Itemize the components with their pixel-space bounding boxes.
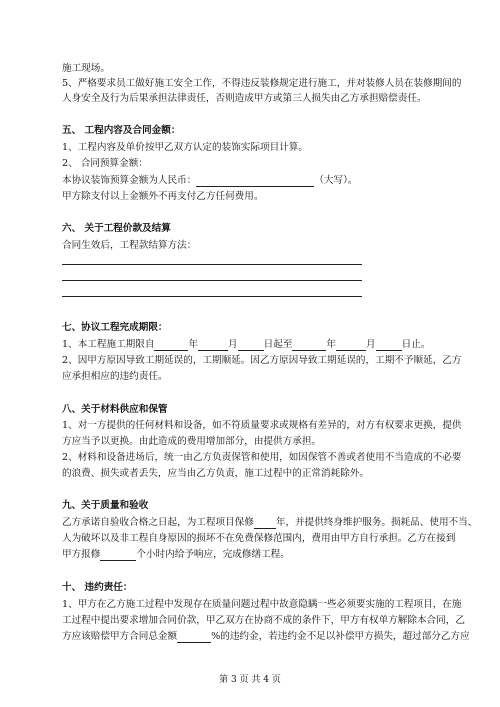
text-segment: 月 bbox=[366, 339, 376, 350]
warranty-line bbox=[62, 517, 477, 529]
text-line: 2、 合同预算金额： bbox=[62, 158, 148, 169]
blank-underline bbox=[254, 518, 276, 529]
text-line: 甲方除支付以上金额外不再支付乙方任何费用。 bbox=[62, 191, 264, 202]
text-segment: 年，并提供终身维护服务。损耗品、使用不当、 bbox=[275, 517, 478, 528]
blank-underline bbox=[196, 176, 314, 187]
section-heading-5: 五、 工程内容及合同金额： bbox=[62, 125, 181, 136]
text-line: 施工现场。 bbox=[62, 63, 110, 74]
text-line: 合同生效后，工程款结算方法： bbox=[62, 240, 197, 251]
text-segment: 日起至 bbox=[263, 339, 293, 350]
text-line: 人为破坏以及非工程自身原因的损坏不在免费保修范围内，费用由甲方自行承担。乙方在接到 bbox=[62, 533, 456, 544]
blank-underline bbox=[100, 550, 136, 561]
text-line: 2、因甲方原因导致工期延误的，工期顺延。因乙方原因导致工期延误的，工期不予顺延，乙方 bbox=[62, 355, 462, 366]
section-heading-8: 八、关于材料供应和保管 bbox=[62, 404, 168, 415]
blank-underline bbox=[238, 340, 264, 351]
section-heading-9: 九、关于质量和验收 bbox=[62, 500, 149, 511]
text-line: 1、甲方在乙方施工过程中发现存在质量问题过程中故意隐瞒一些必须要实施的工程项目，在施 bbox=[62, 599, 462, 610]
text-segment: %的违约金，若违约金不足以补偿甲方损失，超过部分乙方应 bbox=[211, 631, 470, 642]
blank-underline bbox=[376, 340, 402, 351]
text-segment: 个小时内给予响应，完成修缮工程。 bbox=[136, 549, 290, 560]
period-line bbox=[62, 339, 430, 351]
text-line: 5、严格要求员工做好施工安全工作，不得违反装修规定进行施工，并对装修人员在装修期间的 bbox=[62, 78, 462, 89]
section-heading-10: 十、 违约责任： bbox=[62, 582, 133, 593]
text-segment: 年 bbox=[188, 339, 199, 350]
text-segment: 日止。 bbox=[401, 339, 431, 350]
penalty-line bbox=[62, 631, 470, 643]
text-line: 1、对一方提供的任何材料和设备，如不符质量要求或规格有差异的，对方有权要求更换，提供 bbox=[62, 420, 462, 431]
text-segment: 方应该赔偿甲方合同总金额 bbox=[62, 631, 178, 642]
blank-rule bbox=[62, 296, 362, 297]
text-line: 的浪费、损失或者丢失，应当由乙方负责，施工过程中的正常消耗除外。 bbox=[62, 468, 369, 479]
blank-underline bbox=[154, 340, 188, 351]
blank-underline bbox=[198, 340, 228, 351]
text-segment: 本协议装饰预算金额为人民币： bbox=[62, 175, 197, 186]
page-number: 第 3 页 共 4 页 bbox=[219, 675, 281, 685]
response-line bbox=[62, 549, 290, 561]
text-line: 1、工程内容及单价按甲乙双方认定的装饰实际项目计算。 bbox=[62, 142, 308, 153]
blank-underline bbox=[292, 340, 326, 351]
text-segment: （大写）。 bbox=[314, 175, 358, 186]
text-line: 应承担相应的违约责任。 bbox=[62, 371, 168, 382]
blank-rule bbox=[62, 280, 362, 281]
text-segment: 年 bbox=[326, 339, 337, 350]
text-line: 人身安全及行为后果承担法律责任，否则造成甲方或第三人损失由乙方承担赔偿责任。 bbox=[62, 93, 427, 104]
section-heading-7: 七、协议工程完成期限： bbox=[62, 322, 168, 333]
text-segment: 乙方承诺自验收合格之日起，为工程项目保修 bbox=[62, 517, 254, 528]
text-segment: 1、本工程施工期限自 bbox=[62, 339, 155, 350]
blank-rule bbox=[62, 264, 362, 265]
budget-amount-line bbox=[62, 175, 357, 187]
blank-underline bbox=[336, 340, 366, 351]
text-line: 方应当予以更换。由此造成的费用增加部分，由提供方承担。 bbox=[62, 436, 322, 447]
text-line: 工过程中提出要求增加合同价款，甲乙双方在协商不成的条件下，甲方有权单方解除本合同，乙 bbox=[62, 615, 465, 626]
text-segment: 月 bbox=[228, 339, 238, 350]
section-heading-6: 六、 关于工程价款及结算 bbox=[62, 223, 171, 234]
text-segment: 甲方报修 bbox=[62, 549, 101, 560]
text-line: 2、材料和设备进场后，统一由乙方负责保管和使用，如因保管不善或者使用不当造成的不必要 bbox=[62, 452, 462, 463]
blank-underline bbox=[177, 632, 211, 643]
